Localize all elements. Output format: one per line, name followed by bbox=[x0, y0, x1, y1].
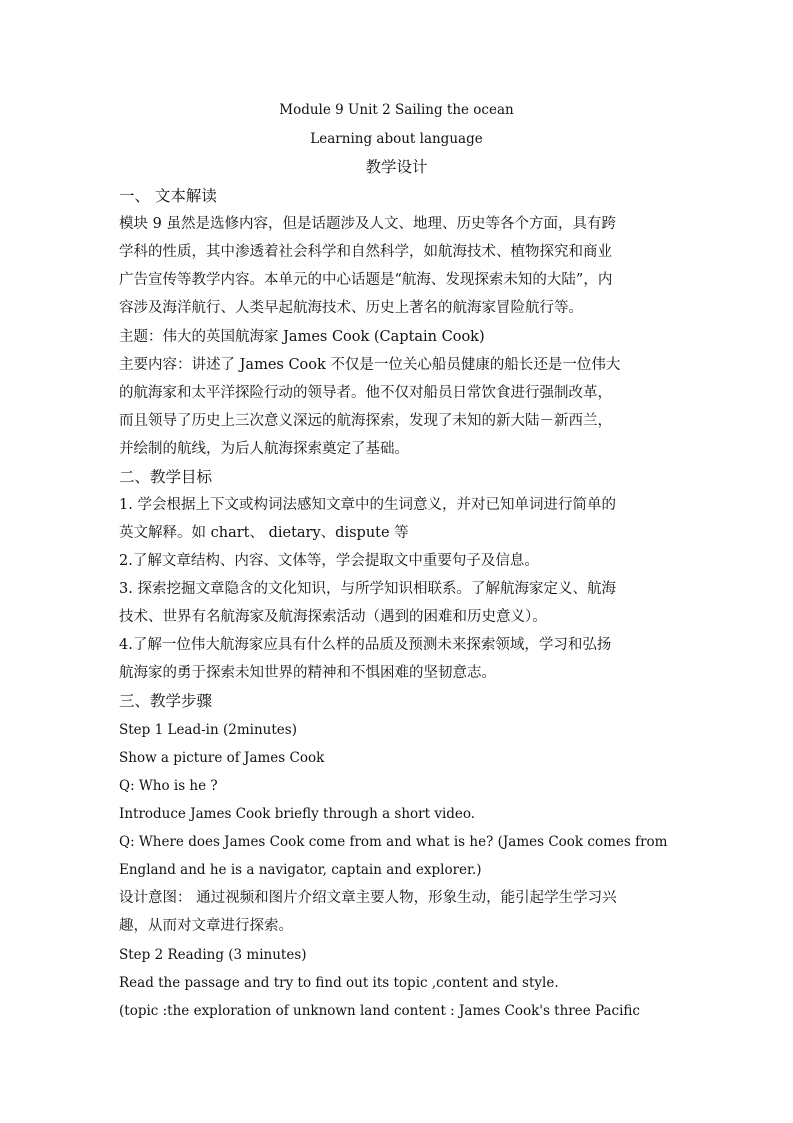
title-line-2: Learning about language bbox=[310, 131, 483, 147]
section-2-heading: 二、教学目标 bbox=[119, 468, 213, 486]
step-2-line: Read the passage and try to find out its topic ,content and style. bbox=[119, 975, 559, 991]
design-intent-line: 设计意图： 通过视频和图片介绍文章主要人物，形象生动，能引起学生学习兴 bbox=[119, 890, 617, 906]
section-1-paragraph-line: 容涉及海洋航行、人类早起航海技术、历史上著名的航海家冒险航行等。 bbox=[119, 300, 583, 316]
main-content-line: 主要内容：讲述了 James Cook 不仅是一位关心船员健康的船长还是一位伟大 bbox=[119, 357, 621, 373]
step-1-line: Q: Where does James Cook come from and what is he? (James Cook comes from bbox=[119, 834, 668, 850]
step-1-line: Q: Who is he ? bbox=[119, 778, 218, 794]
title-line-3: 教学设计 bbox=[365, 158, 428, 176]
section-1-heading: 一、 文本解读 bbox=[119, 187, 217, 205]
main-content-line: 的航海家和太平洋探险行动的领导者。他不仅对船员日常饮食进行强制改革， bbox=[119, 385, 612, 401]
step-1-line: Step 1 Lead-in (2minutes) bbox=[119, 722, 297, 738]
title-line-1: Module 9 Unit 2 Sailing the ocean bbox=[279, 102, 514, 118]
section-1-paragraph-line: 学科的性质，其中渗透着社会科学和自然科学，如航海技术、植物探究和商业 bbox=[119, 244, 612, 260]
goal-line: 1. 学会根据上下文或构词法感知文章中的生词意义，并对已知单词进行简单的 bbox=[119, 497, 616, 513]
section-3-heading: 三、教学步骤 bbox=[119, 692, 213, 710]
design-intent-line: 趣，从而对文章进行探索。 bbox=[119, 918, 293, 934]
goal-line: 4.了解一位伟大航海家应具有什么样的品质及预测未来探索领域，学习和弘扬 bbox=[119, 637, 612, 653]
step-1-line: Introduce James Cook briefly through a short video. bbox=[119, 806, 476, 822]
step-1-line: Show a picture of James Cook bbox=[119, 750, 325, 766]
section-1-paragraph-line: 广告宣传等教学内容。本单元的中心话题是“航海、发现探索未知的大陆”，内 bbox=[119, 272, 613, 288]
step-2-line: Step 2 Reading (3 minutes) bbox=[119, 947, 307, 963]
main-content-line: 并绘制的航线，为后人航海探索奠定了基础。 bbox=[119, 441, 409, 457]
main-content-line: 而且领导了历史上三次意义深远的航海探索，发现了未知的新大陆－新西兰， bbox=[119, 413, 612, 429]
goal-line: 英文解释。如 chart、 dietary、dispute 等 bbox=[119, 525, 409, 541]
goal-line: 技术、世界有名航海家及航海探索活动（遇到的困难和历史意义）。 bbox=[119, 609, 547, 625]
step-2-line: (topic :the exploration of unknown land content : James Cook's three Pacific bbox=[119, 1003, 640, 1019]
goal-line: 3. 探索挖掘文章隐含的文化知识，与所学知识相联系。了解航海家定义、航海 bbox=[119, 581, 616, 597]
theme-line: 主题：伟大的英国航海家 James Cook (Captain Cook) bbox=[119, 329, 485, 345]
goal-line: 航海家的勇于探索未知世界的精神和不惧困难的坚韧意志。 bbox=[119, 665, 496, 681]
goal-line: 2.了解文章结构、内容、文体等，学会提取文中重要句子及信息。 bbox=[119, 553, 539, 569]
section-1-paragraph-line: 模块 9 虽然是选修内容，但是话题涉及人文、地理、历史等各个方面，具有跨 bbox=[119, 216, 616, 232]
step-1-line: England and he is a navigator, captain and explorer.) bbox=[119, 862, 482, 878]
